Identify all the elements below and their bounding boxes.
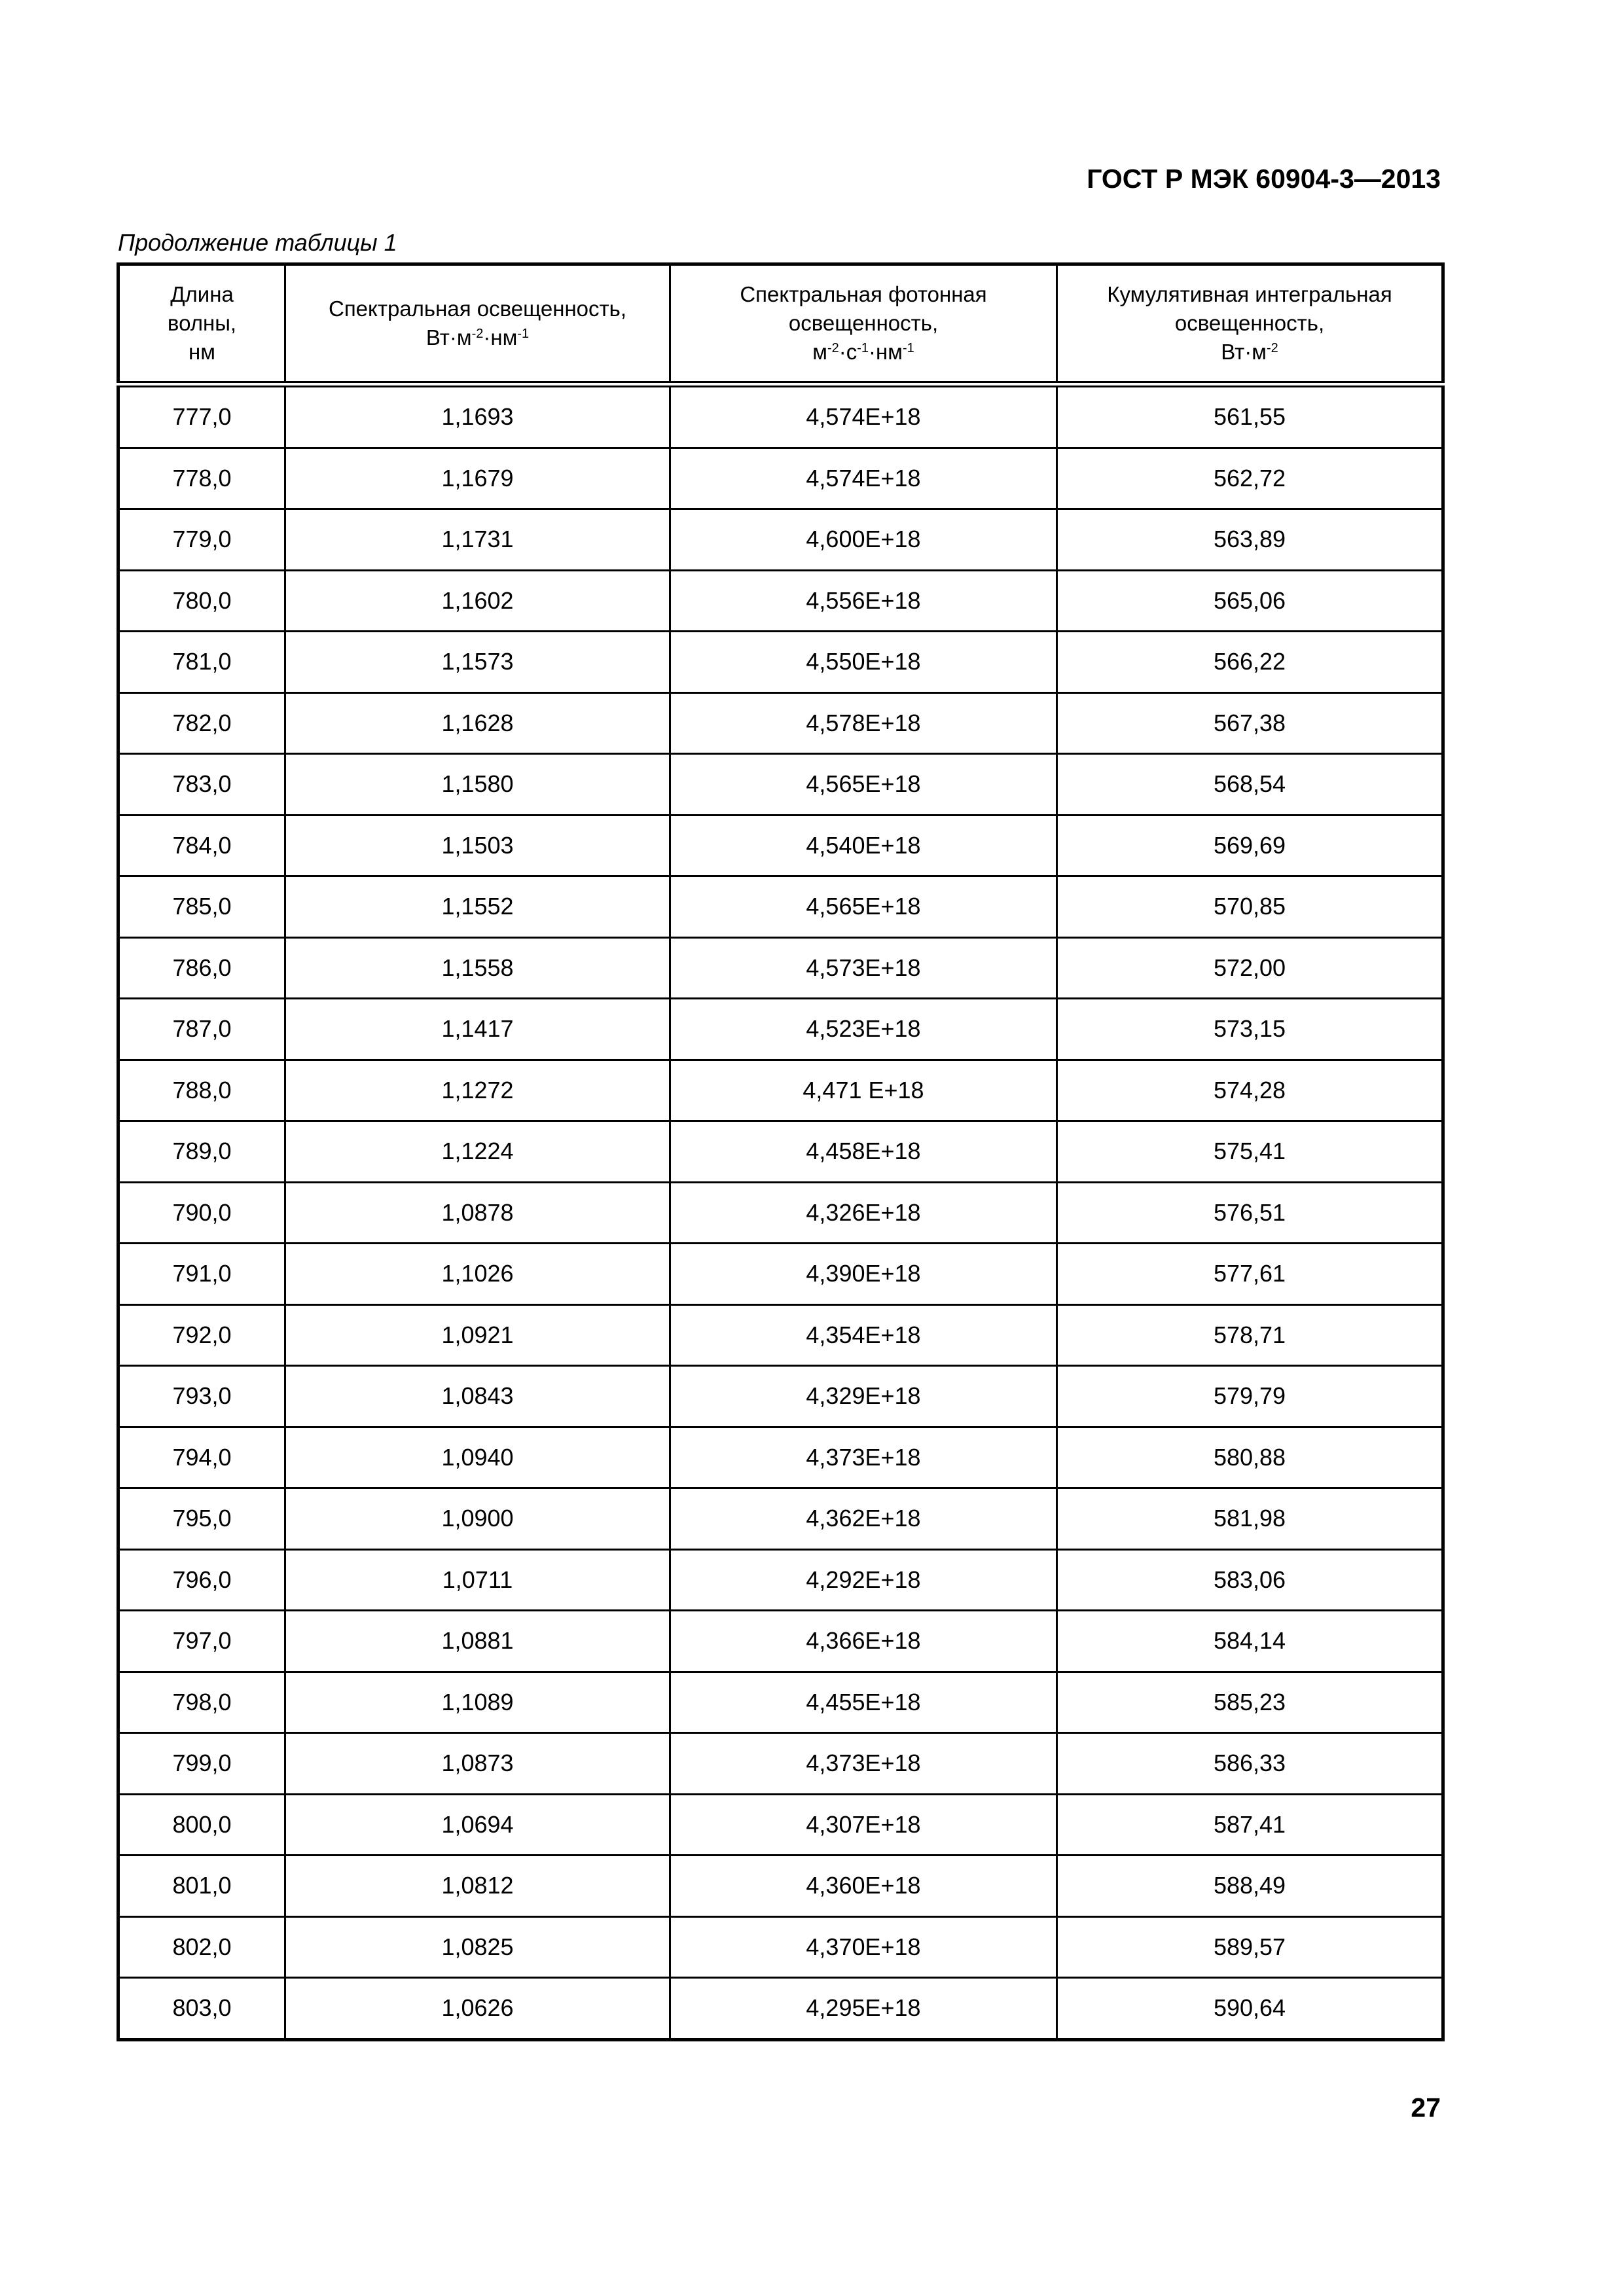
cell-photon-irradiance: 4,578E+18 [670, 692, 1057, 754]
cell-cumulative-irradiance: 575,41 [1057, 1121, 1443, 1183]
cell-photon-irradiance: 4,600E+18 [670, 509, 1057, 571]
cell-cumulative-irradiance: 587,41 [1057, 1794, 1443, 1856]
cell-wavelength: 785,0 [118, 876, 285, 938]
header-unit [671, 338, 1056, 367]
header-unit [286, 323, 669, 352]
cell-cumulative-irradiance: 568,54 [1057, 754, 1443, 816]
cell-cumulative-irradiance: 576,51 [1057, 1182, 1443, 1244]
cell-spectral-irradiance: 1,1693 [285, 384, 670, 448]
unit-exponent: -2 [827, 341, 839, 355]
cell-spectral-irradiance: 1,1679 [285, 448, 670, 509]
cell-photon-irradiance: 4,292E+18 [670, 1549, 1057, 1611]
table-row [118, 1304, 1443, 1366]
cell-spectral-irradiance: 1,0940 [285, 1427, 670, 1488]
cell-wavelength: 798,0 [118, 1672, 285, 1733]
cell-spectral-irradiance: 1,1602 [285, 570, 670, 632]
table-row [118, 509, 1443, 571]
cell-cumulative-irradiance: 567,38 [1057, 692, 1443, 754]
cell-spectral-irradiance: 1,0812 [285, 1856, 670, 1917]
cell-wavelength: 781,0 [118, 632, 285, 693]
cell-photon-irradiance: 4,471 E+18 [670, 1060, 1057, 1121]
cell-cumulative-irradiance: 562,72 [1057, 448, 1443, 509]
header-line: освещенность, [788, 311, 939, 335]
cell-cumulative-irradiance: 589,57 [1057, 1916, 1443, 1978]
cell-cumulative-irradiance: 584,14 [1057, 1611, 1443, 1672]
table-row [118, 1244, 1443, 1305]
cell-photon-irradiance: 4,329E+18 [670, 1366, 1057, 1427]
cell-photon-irradiance: 4,573E+18 [670, 937, 1057, 999]
table-row [118, 1060, 1443, 1121]
table-row [118, 1611, 1443, 1672]
table-row [118, 754, 1443, 816]
cell-cumulative-irradiance: 586,33 [1057, 1733, 1443, 1795]
unit-exponent: -1 [857, 341, 869, 355]
table-row [118, 1182, 1443, 1244]
cell-cumulative-irradiance: 588,49 [1057, 1856, 1443, 1917]
table-row [118, 1978, 1443, 2040]
cell-wavelength: 800,0 [118, 1794, 285, 1856]
cell-wavelength: 789,0 [118, 1121, 285, 1183]
table-row [118, 1856, 1443, 1917]
cell-wavelength: 797,0 [118, 1611, 285, 1672]
cell-spectral-irradiance: 1,0843 [285, 1366, 670, 1427]
cell-photon-irradiance: 4,326E+18 [670, 1182, 1057, 1244]
document-id: ГОСТ Р МЭК 60904-3—2013 [1087, 164, 1441, 194]
cell-spectral-irradiance: 1,0825 [285, 1916, 670, 1978]
cell-spectral-irradiance: 1,1224 [285, 1121, 670, 1183]
table-row [118, 937, 1443, 999]
table-row [118, 1488, 1443, 1550]
cell-wavelength: 779,0 [118, 509, 285, 571]
cell-cumulative-irradiance: 585,23 [1057, 1672, 1443, 1733]
table-row [118, 1366, 1443, 1427]
header-line: Кумулятивная интегральная [1107, 282, 1392, 306]
cell-photon-irradiance: 4,565E+18 [670, 876, 1057, 938]
cell-wavelength: 783,0 [118, 754, 285, 816]
unit-part: Вт·м [1221, 340, 1267, 364]
cell-wavelength: 799,0 [118, 1733, 285, 1795]
cell-cumulative-irradiance: 581,98 [1057, 1488, 1443, 1550]
cell-photon-irradiance: 4,373E+18 [670, 1733, 1057, 1795]
cell-spectral-irradiance: 1,1417 [285, 999, 670, 1060]
header-line: нм [189, 340, 215, 364]
cell-cumulative-irradiance: 590,64 [1057, 1978, 1443, 2040]
cell-photon-irradiance: 4,523E+18 [670, 999, 1057, 1060]
unit-exponent: -1 [902, 341, 914, 355]
cell-spectral-irradiance: 1,1089 [285, 1672, 670, 1733]
unit-part: ·нм [869, 340, 903, 364]
cell-spectral-irradiance: 1,0900 [285, 1488, 670, 1550]
column-header-cumulative-irradiance [1057, 264, 1443, 385]
table-body [118, 384, 1443, 2039]
cell-spectral-irradiance: 1,1026 [285, 1244, 670, 1305]
cell-photon-irradiance: 4,295E+18 [670, 1978, 1057, 2040]
cell-photon-irradiance: 4,360E+18 [670, 1856, 1057, 1917]
cell-spectral-irradiance: 1,1628 [285, 692, 670, 754]
unit-exponent: -2 [471, 327, 484, 341]
cell-wavelength: 803,0 [118, 1978, 285, 2040]
cell-wavelength: 794,0 [118, 1427, 285, 1488]
cell-wavelength: 778,0 [118, 448, 285, 509]
cell-cumulative-irradiance: 570,85 [1057, 876, 1443, 938]
cell-wavelength: 790,0 [118, 1182, 285, 1244]
cell-spectral-irradiance: 1,0921 [285, 1304, 670, 1366]
cell-photon-irradiance: 4,556E+18 [670, 570, 1057, 632]
unit-part: ·с [839, 340, 857, 364]
cell-wavelength: 801,0 [118, 1856, 285, 1917]
table-row [118, 876, 1443, 938]
header-line: освещенность, [1174, 311, 1325, 335]
cell-wavelength: 784,0 [118, 815, 285, 876]
cell-cumulative-irradiance: 580,88 [1057, 1427, 1443, 1488]
cell-wavelength: 791,0 [118, 1244, 285, 1305]
cell-spectral-irradiance: 1,0711 [285, 1549, 670, 1611]
cell-spectral-irradiance: 1,1580 [285, 754, 670, 816]
table-row [118, 632, 1443, 693]
cell-photon-irradiance: 4,455E+18 [670, 1672, 1057, 1733]
cell-cumulative-irradiance: 574,28 [1057, 1060, 1443, 1121]
column-header-photon-irradiance [670, 264, 1057, 385]
cell-photon-irradiance: 4,565E+18 [670, 754, 1057, 816]
cell-cumulative-irradiance: 561,55 [1057, 384, 1443, 448]
cell-photon-irradiance: 4,366E+18 [670, 1611, 1057, 1672]
table-row [118, 1733, 1443, 1795]
cell-spectral-irradiance: 1,0878 [285, 1182, 670, 1244]
cell-cumulative-irradiance: 583,06 [1057, 1549, 1443, 1611]
table-row [118, 1916, 1443, 1978]
cell-cumulative-irradiance: 569,69 [1057, 815, 1443, 876]
cell-cumulative-irradiance: 577,61 [1057, 1244, 1443, 1305]
table-row [118, 1549, 1443, 1611]
cell-spectral-irradiance: 1,1503 [285, 815, 670, 876]
unit-part: ·нм [483, 325, 518, 350]
cell-photon-irradiance: 4,307E+18 [670, 1794, 1057, 1856]
cell-wavelength: 792,0 [118, 1304, 285, 1366]
table-row [118, 570, 1443, 632]
cell-photon-irradiance: 4,390E+18 [670, 1244, 1057, 1305]
header-line: Длина [170, 282, 234, 306]
cell-spectral-irradiance: 1,1558 [285, 937, 670, 999]
cell-photon-irradiance: 4,540E+18 [670, 815, 1057, 876]
table-row [118, 999, 1443, 1060]
header-unit [1058, 338, 1441, 367]
table-row [118, 1121, 1443, 1183]
table-row [118, 815, 1443, 876]
table-row [118, 1427, 1443, 1488]
cell-photon-irradiance: 4,373E+18 [670, 1427, 1057, 1488]
cell-wavelength: 796,0 [118, 1549, 285, 1611]
cell-spectral-irradiance: 1,0873 [285, 1733, 670, 1795]
cell-wavelength: 795,0 [118, 1488, 285, 1550]
cell-spectral-irradiance: 1,0626 [285, 1978, 670, 2040]
unit-exponent: -1 [517, 327, 530, 341]
column-header-spectral-irradiance [285, 264, 670, 385]
cell-wavelength: 782,0 [118, 692, 285, 754]
cell-spectral-irradiance: 1,1552 [285, 876, 670, 938]
cell-wavelength: 787,0 [118, 999, 285, 1060]
spectral-data-table [117, 262, 1445, 2041]
table-row [118, 448, 1443, 509]
table-row [118, 384, 1443, 448]
cell-photon-irradiance: 4,574E+18 [670, 448, 1057, 509]
cell-cumulative-irradiance: 565,06 [1057, 570, 1443, 632]
table-header-row [118, 264, 1443, 385]
cell-photon-irradiance: 4,354E+18 [670, 1304, 1057, 1366]
header-line: Спектральная фотонная [740, 282, 987, 306]
cell-spectral-irradiance: 1,1272 [285, 1060, 670, 1121]
cell-cumulative-irradiance: 572,00 [1057, 937, 1443, 999]
cell-wavelength: 788,0 [118, 1060, 285, 1121]
cell-spectral-irradiance: 1,1573 [285, 632, 670, 693]
cell-cumulative-irradiance: 578,71 [1057, 1304, 1443, 1366]
column-header-wavelength [118, 264, 285, 385]
table-row [118, 1794, 1443, 1856]
table-row [118, 692, 1443, 754]
cell-spectral-irradiance: 1,1731 [285, 509, 670, 571]
table-caption: Продолжение таблицы 1 [118, 229, 397, 256]
header-line: Спектральная освещенность, [328, 296, 627, 321]
cell-wavelength: 786,0 [118, 937, 285, 999]
unit-exponent: -2 [1266, 341, 1278, 355]
cell-wavelength: 777,0 [118, 384, 285, 448]
header-line: волны, [167, 311, 237, 335]
cell-photon-irradiance: 4,458E+18 [670, 1121, 1057, 1183]
cell-photon-irradiance: 4,574E+18 [670, 384, 1057, 448]
unit-part: м [812, 340, 827, 364]
cell-spectral-irradiance: 1,0881 [285, 1611, 670, 1672]
cell-spectral-irradiance: 1,0694 [285, 1794, 670, 1856]
cell-cumulative-irradiance: 566,22 [1057, 632, 1443, 693]
cell-wavelength: 780,0 [118, 570, 285, 632]
page-number: 27 [1411, 2092, 1441, 2123]
cell-cumulative-irradiance: 573,15 [1057, 999, 1443, 1060]
cell-cumulative-irradiance: 563,89 [1057, 509, 1443, 571]
unit-part: Вт·м [425, 325, 472, 350]
cell-photon-irradiance: 4,362E+18 [670, 1488, 1057, 1550]
cell-wavelength: 802,0 [118, 1916, 285, 1978]
cell-photon-irradiance: 4,550E+18 [670, 632, 1057, 693]
cell-wavelength: 793,0 [118, 1366, 285, 1427]
cell-cumulative-irradiance: 579,79 [1057, 1366, 1443, 1427]
table-row [118, 1672, 1443, 1733]
cell-photon-irradiance: 4,370E+18 [670, 1916, 1057, 1978]
